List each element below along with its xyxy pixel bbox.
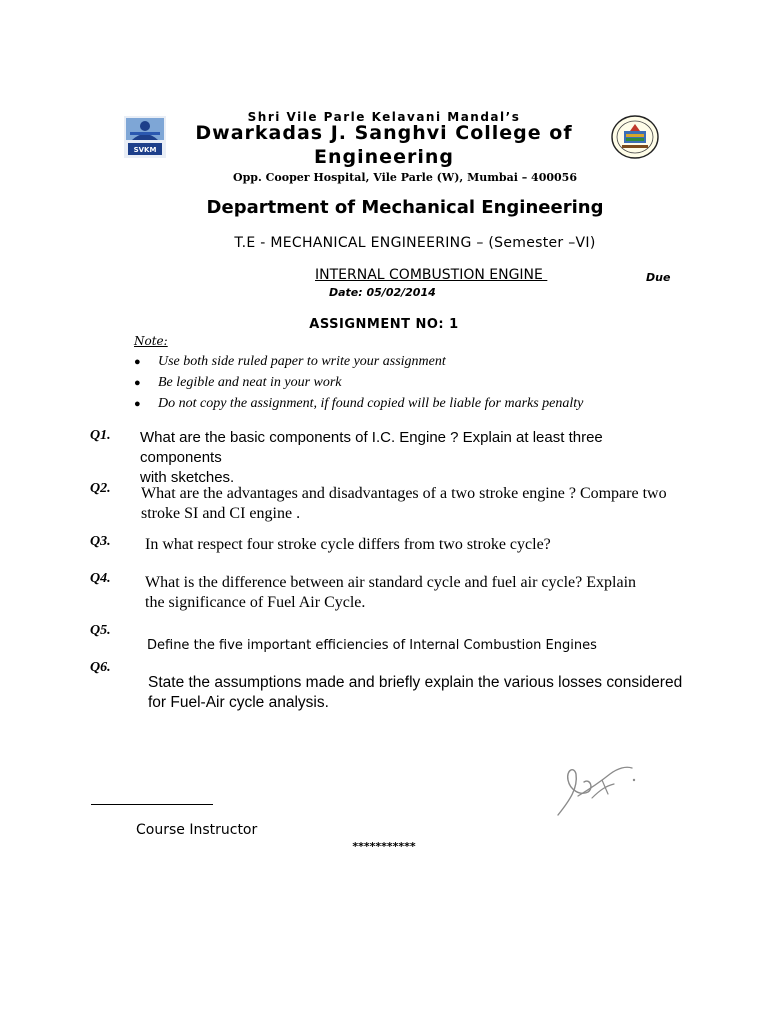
subject-title: INTERNAL COMBUSTION ENGINE <box>315 267 548 283</box>
due-date: Date: 05/02/2014 <box>329 286 436 299</box>
question-label: Q3. <box>90 534 111 549</box>
question-6-text <box>148 673 708 713</box>
college-name-line2: Engineering <box>314 146 454 168</box>
question-line: the significance of Fuel Air Cycle. <box>145 594 366 611</box>
question-line: with sketches. <box>140 469 235 486</box>
bullet-icon: ● <box>134 355 141 368</box>
question-5-text <box>147 636 707 656</box>
question-4-text <box>145 573 705 613</box>
end-stars: *********** <box>352 840 416 853</box>
question-line: Define the five important efficiencies of Internal Combustion Engines <box>147 638 597 653</box>
note-item <box>134 372 583 393</box>
question-label: Q5. <box>90 623 111 638</box>
question-line: What are the advantages and disadvantages of a two stroke engine ? Compare two <box>141 485 667 502</box>
note-item-text: Do not copy the assignment, if found copied will be liable for marks penalty <box>158 395 584 411</box>
question-line: What are the basic components of I.C. Engine ? Explain at least three components <box>140 429 603 466</box>
signature-line <box>91 804 213 805</box>
question-label: Q2. <box>90 481 111 496</box>
note-title: Note: <box>134 334 168 348</box>
handwritten-signature <box>548 760 670 822</box>
note-item <box>134 393 583 414</box>
question-label: Q1. <box>90 428 111 443</box>
college-address: Opp. Cooper Hospital, Vile Parle (W), Mumbai – 400056 <box>233 171 577 184</box>
question-1-text <box>140 428 660 488</box>
course-instructor-label: Course Instructor <box>136 822 258 838</box>
question-line: stroke SI and CI engine . <box>141 505 301 522</box>
mandal-name: Shri Vile Parle Kelavani Mandal’s <box>247 110 521 124</box>
bullet-icon: ● <box>134 376 141 389</box>
note-list <box>134 351 583 414</box>
bullet-icon: ● <box>134 397 141 410</box>
question-label: Q4. <box>90 571 111 586</box>
svkm-logo-text: SVKM <box>133 146 157 154</box>
note-item <box>134 351 583 372</box>
question-line: for Fuel-Air cycle analysis. <box>148 694 329 711</box>
question-line: What is the difference between air standard cycle and fuel air cycle? Explain <box>145 574 637 591</box>
question-line: In what respect four stroke cycle differs from two stroke cycle? <box>145 536 551 553</box>
department-title: Department of Mechanical Engineering <box>206 197 604 218</box>
question-3-text <box>145 535 705 555</box>
assignment-number: ASSIGNMENT NO: 1 <box>309 317 459 332</box>
note-item-text: Use both side ruled paper to write your assignment <box>158 353 446 369</box>
question-line: State the assumptions made and briefly explain the various losses considered <box>148 674 683 691</box>
college-name-line1: Dwarkadas J. Sanghvi College of <box>195 122 573 144</box>
question-2-text <box>141 484 701 524</box>
due-label: Due <box>646 271 671 284</box>
question-label: Q6. <box>90 660 111 675</box>
course-title: T.E - MECHANICAL ENGINEERING – (Semester –VI) <box>234 235 596 251</box>
note-item-text: Be legible and neat in your work <box>158 374 342 390</box>
